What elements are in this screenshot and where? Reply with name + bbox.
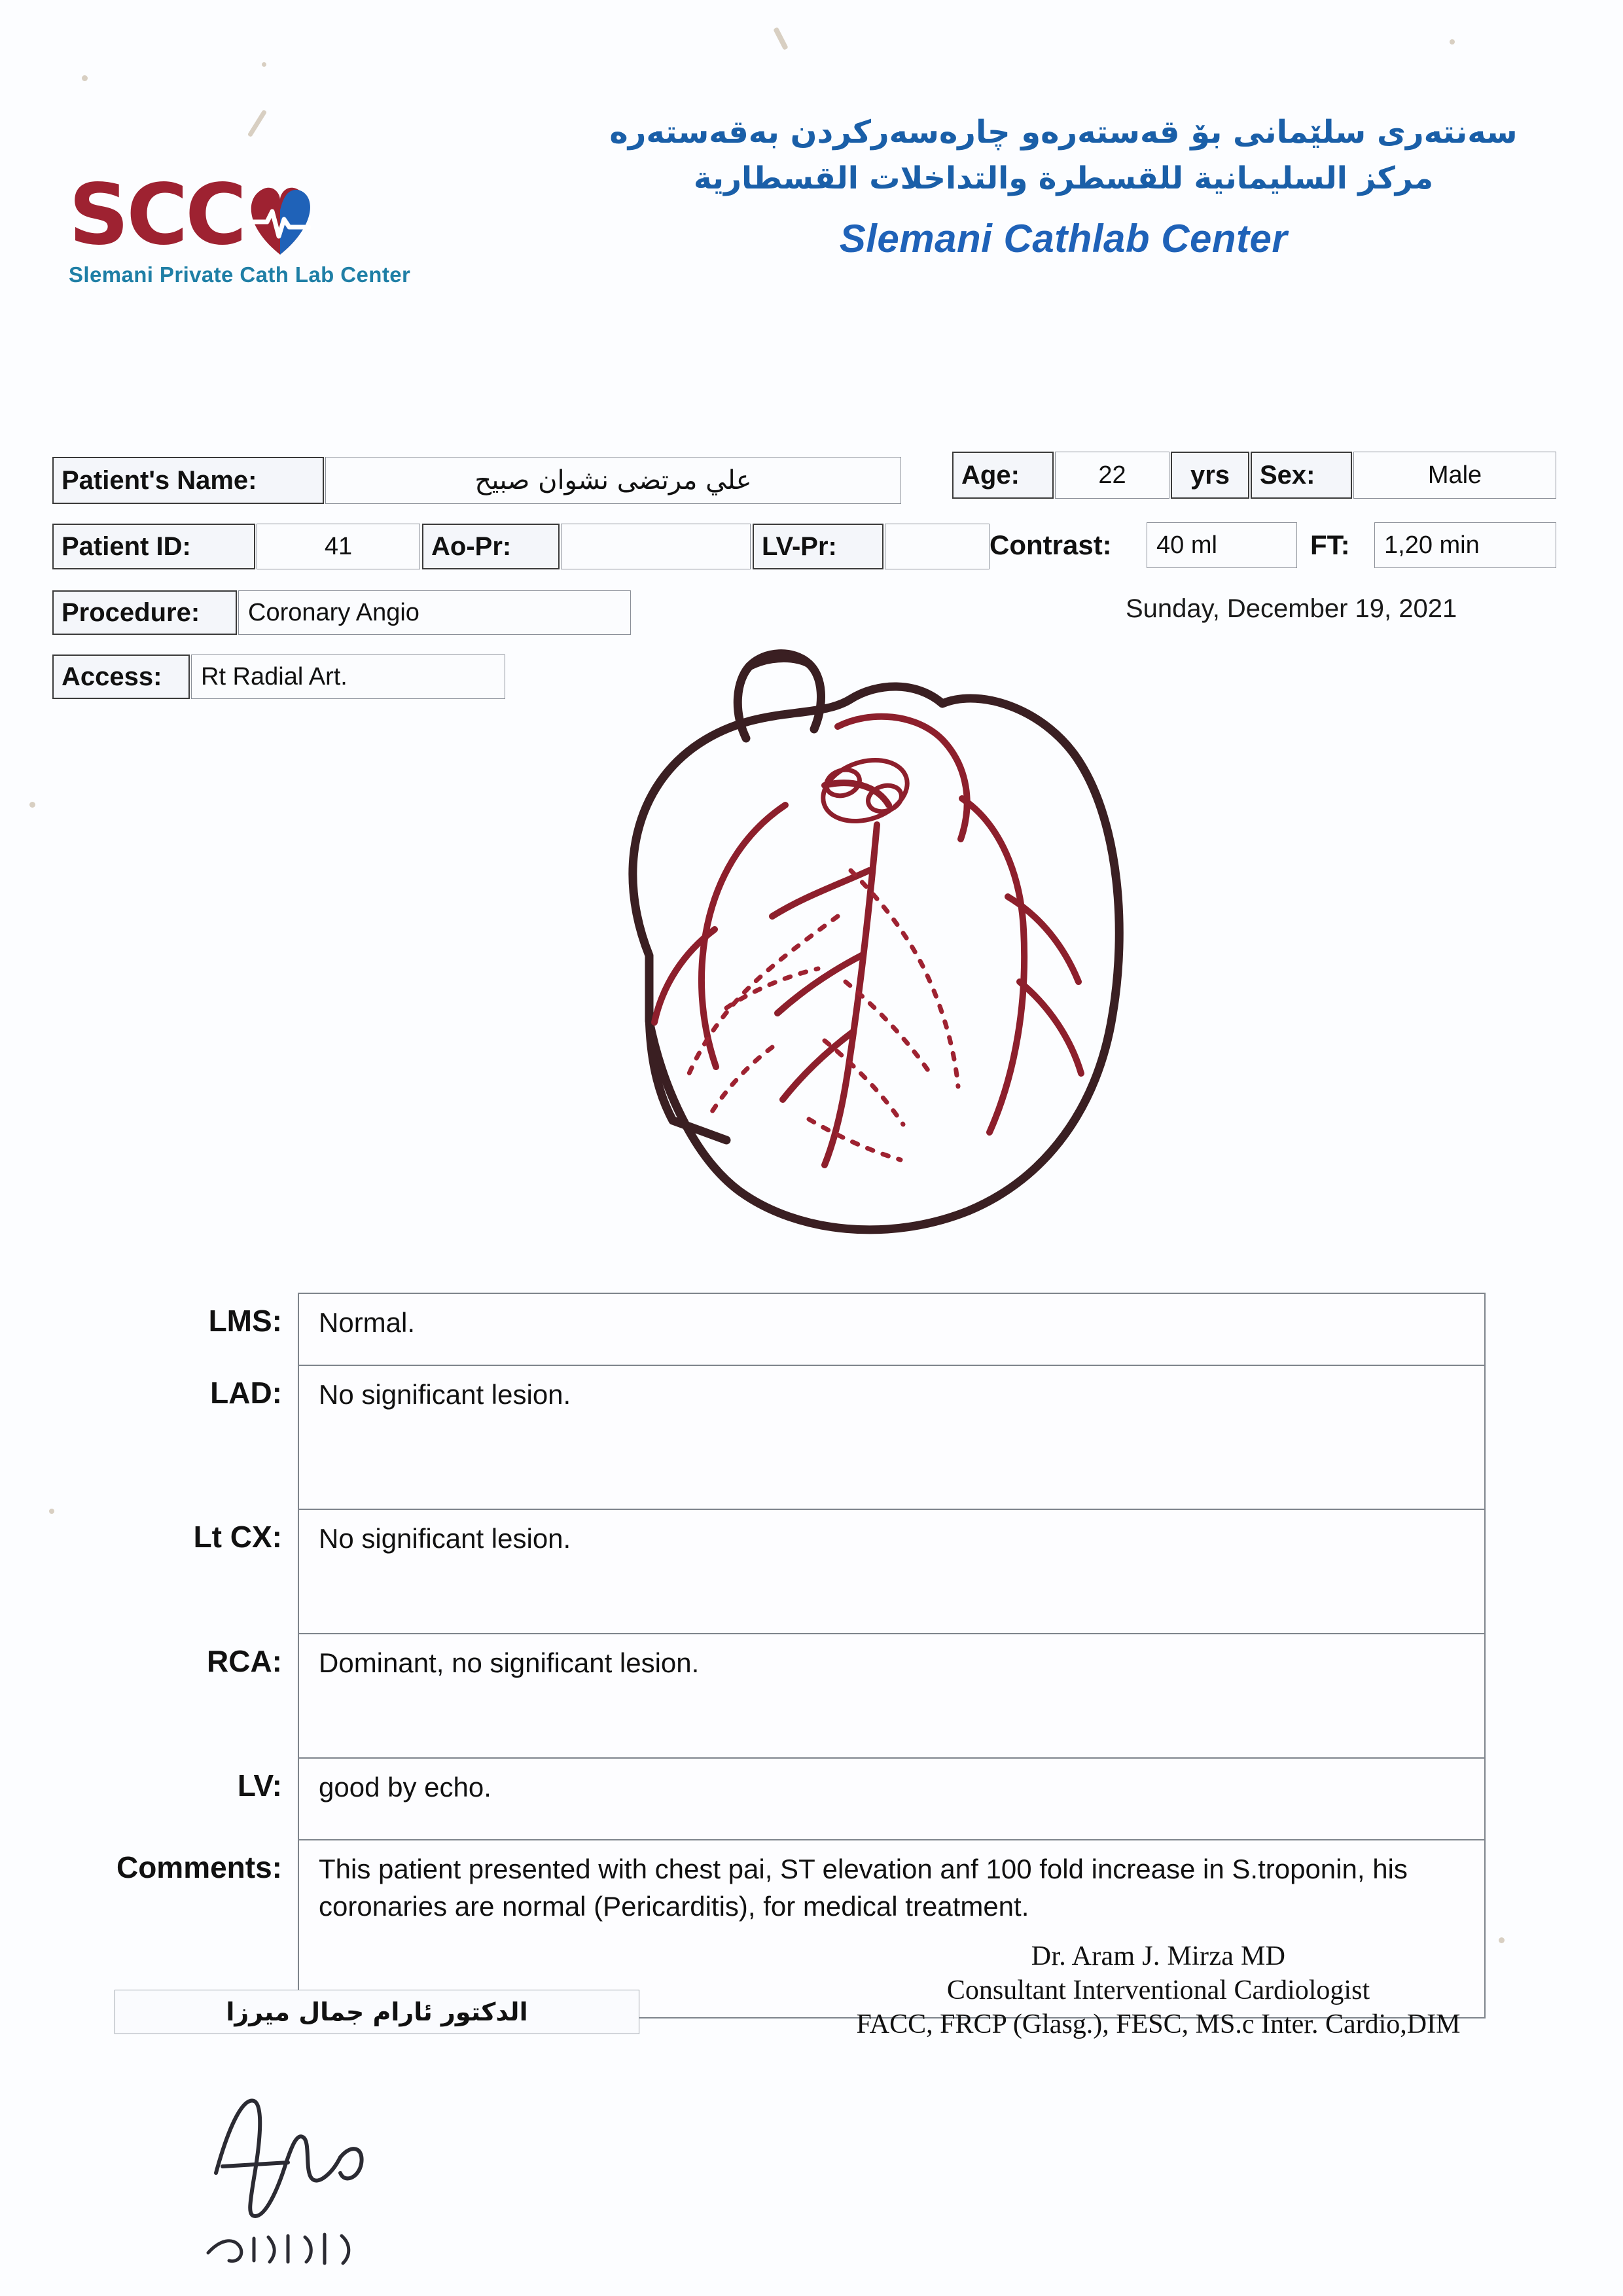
ao-pr-value[interactable] [561,524,751,569]
findings-value[interactable]: Normal. [319,1307,416,1338]
clinic-logo [69,166,488,287]
ao-pr-label: Ao-Pr: [422,524,560,569]
patient-id-value[interactable]: 41 [257,524,420,569]
findings-label: Comments: [116,1850,282,1884]
access-value[interactable]: Rt Radial Art. [191,655,505,699]
procedure-value[interactable]: Coronary Angio [238,590,631,635]
lv-pr-label: LV-Pr: [753,524,883,569]
findings-label: Lt CX: [193,1520,282,1554]
report-date: Sunday, December 19, 2021 [1126,594,1457,623]
findings-value[interactable]: good by echo. [319,1772,491,1803]
patient-name-value[interactable]: علي مرتضى نشوان صبيح [325,457,901,504]
logo-subtitle: Slemani Private Cath Lab Center [69,262,411,287]
findings-row [193,1510,1484,1634]
doctor-name-arabic: الدكتور ئارام جمال ميرزا [115,1990,639,2034]
contrast-label: Contrast: [990,529,1112,560]
procedure-label: Procedure: [52,590,237,635]
findings-table [116,1293,1486,2018]
findings-value[interactable]: No significant lesion. [319,1523,571,1554]
findings-row [237,1759,1484,1840]
access-label: Access: [52,655,190,699]
findings-label: LMS: [208,1304,282,1338]
findings-row [208,1294,1484,1366]
findings-label: RCA: [207,1644,282,1678]
doctor-signature-block [749,1941,1567,2040]
scan-speck [247,109,267,137]
patient-name-label: Patient's Name: [52,457,324,504]
lv-pr-value[interactable] [885,524,990,569]
findings-value[interactable]: Dominant, no significant lesion. [319,1647,700,1678]
sex-value[interactable]: Male [1353,452,1556,499]
contrast-value[interactable]: 40 ml [1147,522,1297,568]
header-kurdish: سەنتەری سلێمانی بۆ قەستەرەو چارەسەرکردن بەقەستەرە [609,114,1518,151]
sex-label: Sex: [1251,452,1352,499]
ft-label: FT: [1310,529,1350,560]
findings-row [210,1366,1484,1510]
heart-anatomy-illustration [419,589,1243,1309]
findings-label: LAD: [210,1376,282,1410]
patient-id-label: Patient ID: [52,524,255,569]
scan-speck [262,62,266,67]
ft-value[interactable]: 1,20 min [1374,522,1556,568]
clinic-header [589,111,1538,261]
scan-speck [49,1509,54,1514]
handwritten-signature [177,2075,517,2271]
heart-logo-icon [241,173,319,259]
doctor-title: Consultant Interventional Cardiologist [946,1975,1370,2005]
findings-label: LV: [237,1768,282,1803]
scan-speck [82,75,88,81]
header-arabic: مركز السليمانية للقسطرة والتداخلات القسطارية [693,160,1434,196]
findings-row [207,1634,1484,1759]
logo-text: SCC [69,166,245,264]
scan-speck [773,27,788,50]
doctor-credentials: FACC, FRCP (Glasg.), FESC, MS.c Inter. Cardio,DIM [856,2009,1461,2039]
scan-speck [1450,39,1455,45]
handwritten-date-text: ٢٠٢١/١٢/١٩ [203,2266,206,2267]
findings-value[interactable]: No significant lesion. [319,1379,571,1410]
age-unit-label: yrs [1171,452,1249,499]
doctor-name: Dr. Aram J. Mirza MD [1031,1941,1286,1971]
age-value[interactable]: 22 [1055,452,1169,499]
header-english: Slemani Cathlab Center [839,217,1288,261]
age-label: Age: [952,452,1054,499]
findings-value[interactable]: This patient presented with chest pai, ST elevation anf 100 fold increase in S.troponin, his coronaries are normal (Pericarditis), for medical treatment. [319,1854,1408,1922]
scan-speck [29,802,35,808]
